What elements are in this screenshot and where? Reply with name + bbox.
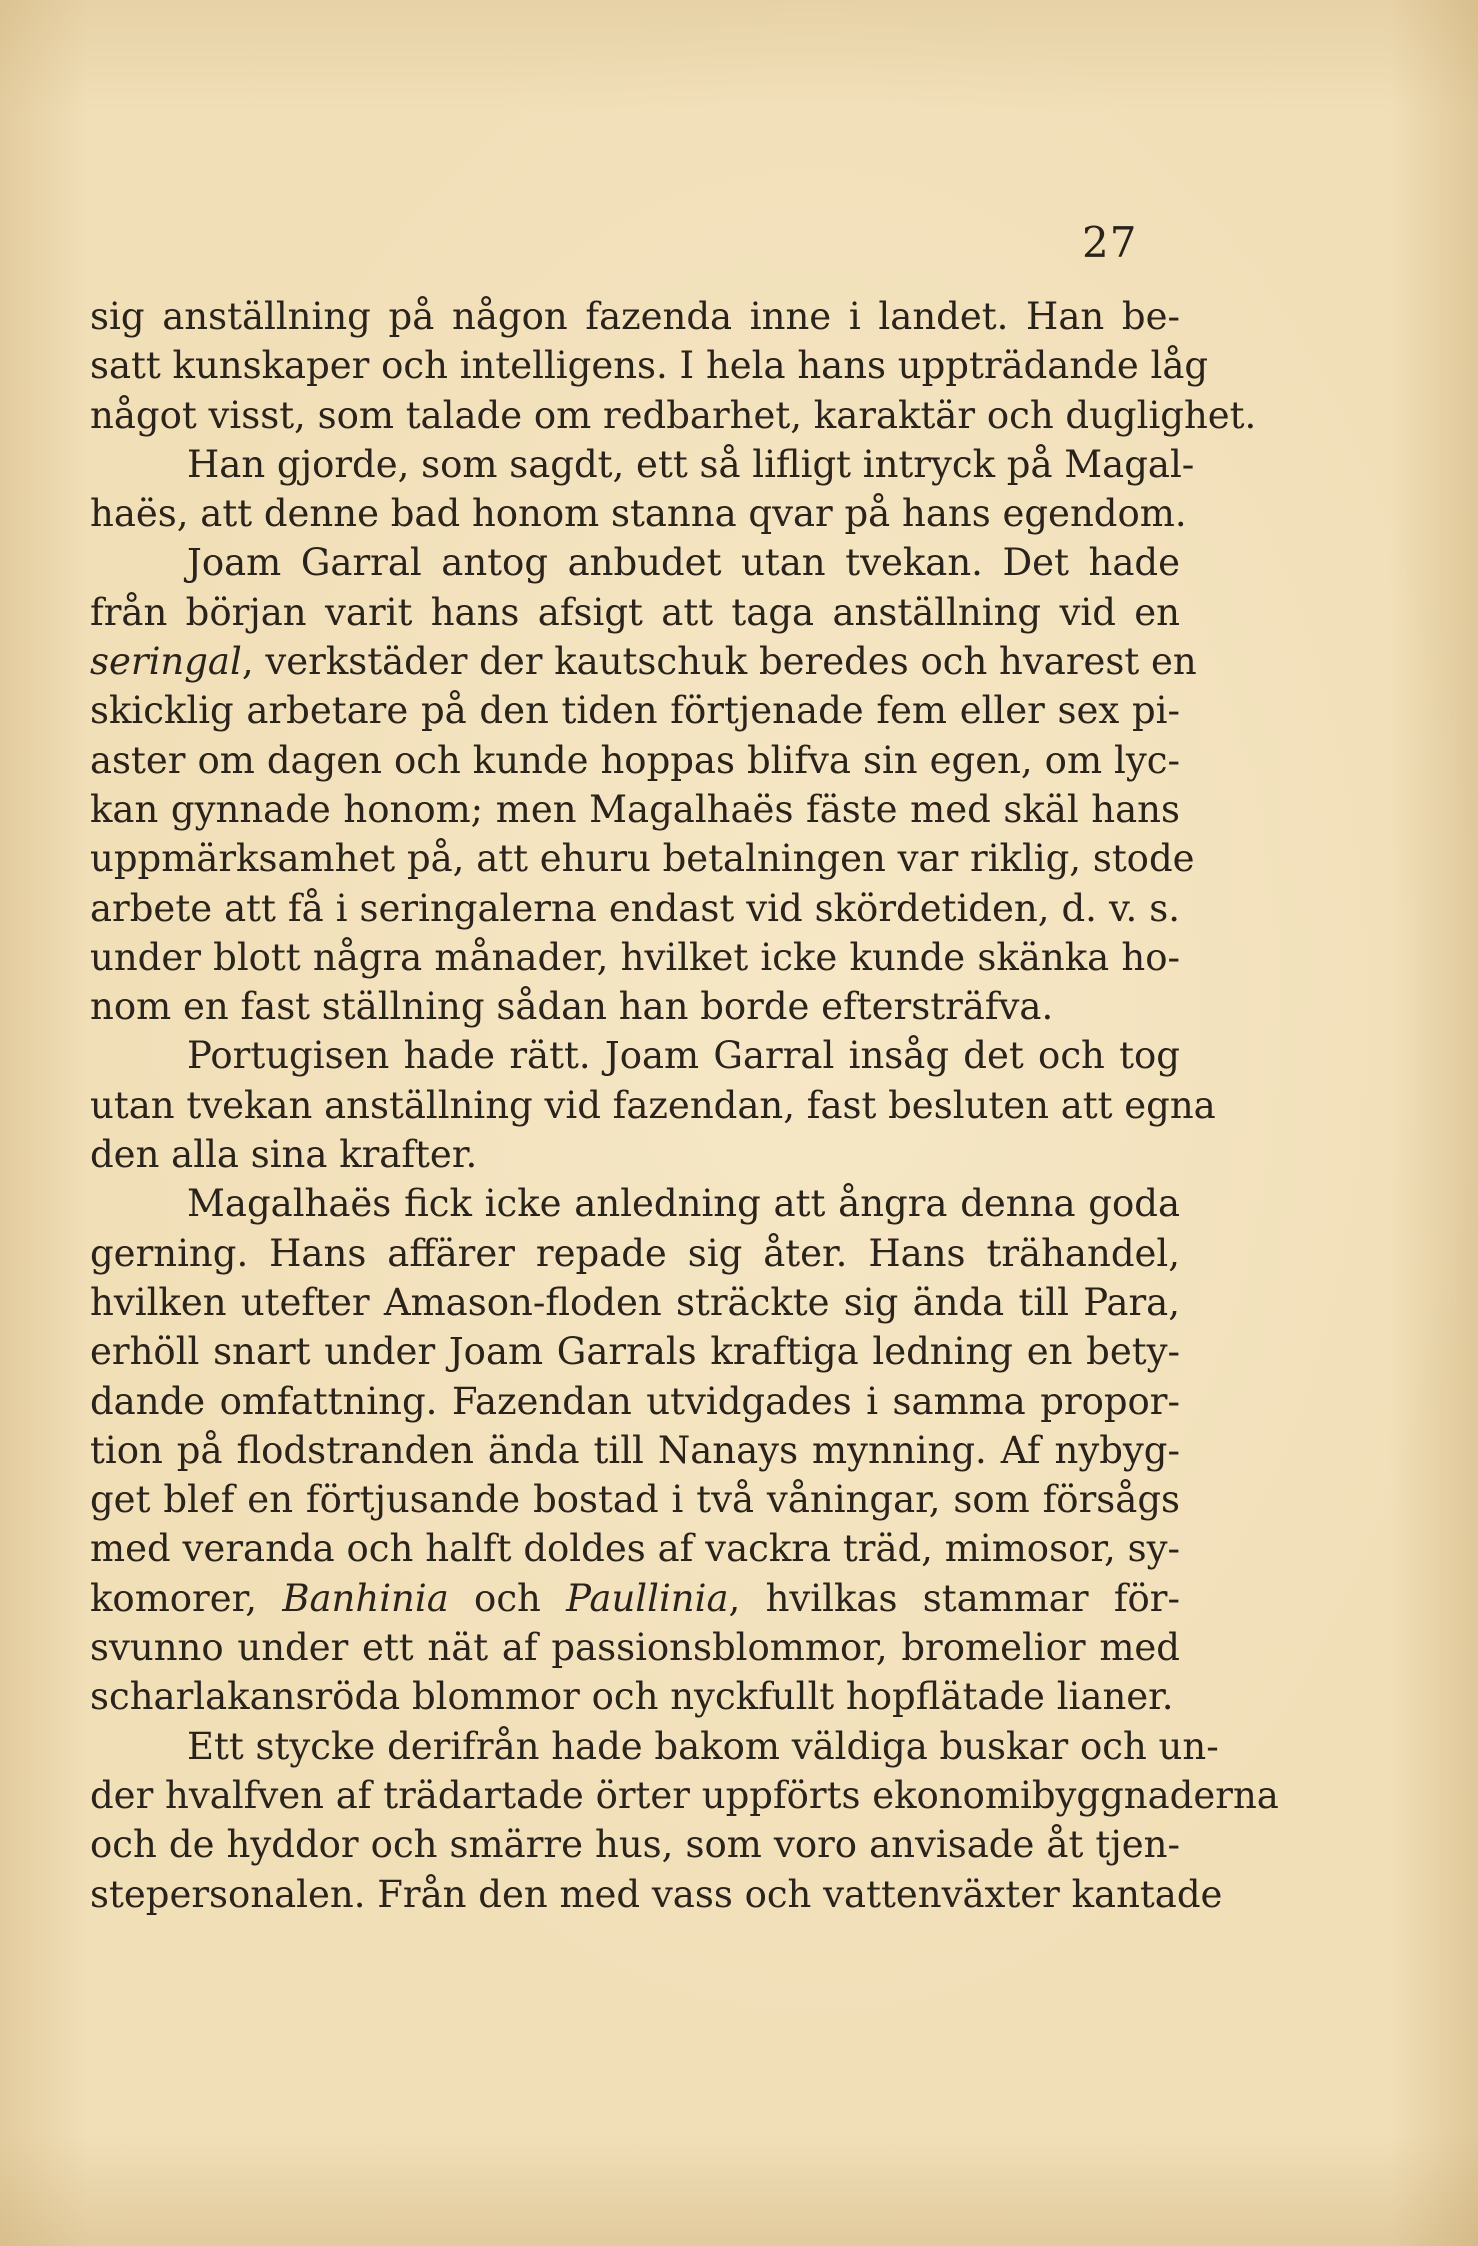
text-line: Magalhaës fick icke anledning att ångra denna goda bbox=[187, 1182, 1180, 1226]
text-line: scharlakansröda blommor och nyckfullt hopflätade lianer. bbox=[90, 1675, 1174, 1719]
text-line: Joam Garral antog anbudet utan tvekan. Det hade bbox=[187, 541, 1180, 585]
text-line: hvilken utefter Amason-floden sträckte sig ända till Para, bbox=[90, 1280, 1180, 1324]
text-line: arbete att få i seringalerna endast vid skördetiden, d. v. s. bbox=[90, 886, 1180, 930]
text-line: Han gjorde, som sagdt, ett så lifligt intryck på Magal- bbox=[187, 442, 1195, 486]
text-line: Portugisen hade rätt. Joam Garral insåg det och tog bbox=[187, 1034, 1180, 1078]
text-line: satt kunskaper och intelligens. I hela hans uppträdande låg bbox=[90, 344, 1209, 388]
text-span: , hvilkas stammar för- bbox=[728, 1576, 1180, 1620]
text-line: från början varit hans afsigt att taga anställning vid en bbox=[90, 590, 1180, 634]
text-line bbox=[90, 1574, 1180, 1623]
text-line: och de hyddor och smärre hus, som voro anvisade åt tjen- bbox=[90, 1823, 1180, 1867]
text-line: gerning. Hans affärer repade sig åter. Hans trähandel, bbox=[90, 1231, 1180, 1275]
text-line: under blott några månader, hvilket icke kunde skänka ho- bbox=[90, 935, 1180, 979]
text-span: och bbox=[448, 1576, 567, 1620]
text-line: kan gynnade honom; men Magalhaës fäste med skäl hans bbox=[90, 787, 1180, 831]
text-line: Ett stycke derifrån hade bakom väldiga buskar och un- bbox=[187, 1724, 1219, 1768]
text-line: svunno under ett nät af passionsblommor, bromelior med bbox=[90, 1626, 1180, 1670]
text-line: aster om dagen och kunde hoppas blifva sin egen, om lyc- bbox=[90, 738, 1180, 782]
text-line: stepersonalen. Från den med vass och vattenväxter kantade bbox=[90, 1872, 1223, 1916]
text-line: skicklig arbetare på den tiden förtjenade fem eller sex pi- bbox=[90, 689, 1180, 733]
italic-term: Paullinia bbox=[566, 1576, 729, 1620]
text-line: der hvalfven af trädartade örter uppförts ekonomibyggnaderna bbox=[90, 1773, 1279, 1817]
text-line: utan tvekan anställning vid fazendan, fast besluten att egna bbox=[90, 1083, 1216, 1127]
italic-term: Banhinia bbox=[282, 1576, 449, 1620]
text-line: nom en fast ställning sådan han borde eftersträfva. bbox=[90, 985, 1054, 1029]
text-line bbox=[90, 637, 1197, 686]
text-span: komorer, bbox=[90, 1576, 283, 1620]
text-line: haës, att denne bad honom stanna qvar på hans egendom. bbox=[90, 492, 1187, 536]
italic-term: seringal bbox=[90, 640, 242, 684]
text-line: dande omfattning. Fazendan utvidgades i samma propor- bbox=[90, 1379, 1180, 1423]
text-span: , verkstäder der kautschuk beredes och hvarest en bbox=[241, 640, 1197, 684]
text-line: med veranda och halft doldes af vackra träd, mimosor, sy- bbox=[90, 1527, 1180, 1571]
body-text bbox=[90, 292, 1279, 1919]
text-line: get blef en förtjusande bostad i två våningar, som försågs bbox=[90, 1478, 1180, 1522]
text-line: något visst, som talade om redbarhet, karaktär och duglighet. bbox=[90, 393, 1257, 437]
page-number: 27 bbox=[1082, 218, 1138, 267]
text-line: uppmärksamhet på, att ehuru betalningen var riklig, stode bbox=[90, 837, 1195, 881]
text-line: den alla sina krafter. bbox=[90, 1133, 478, 1177]
text-line: erhöll snart under Joam Garrals kraftiga ledning en bety- bbox=[90, 1330, 1180, 1374]
text-line: sig anställning på någon fazenda inne i landet. Han be- bbox=[90, 295, 1180, 338]
text-line: tion på flodstranden ända till Nanays mynning. Af nybyg- bbox=[90, 1428, 1180, 1472]
